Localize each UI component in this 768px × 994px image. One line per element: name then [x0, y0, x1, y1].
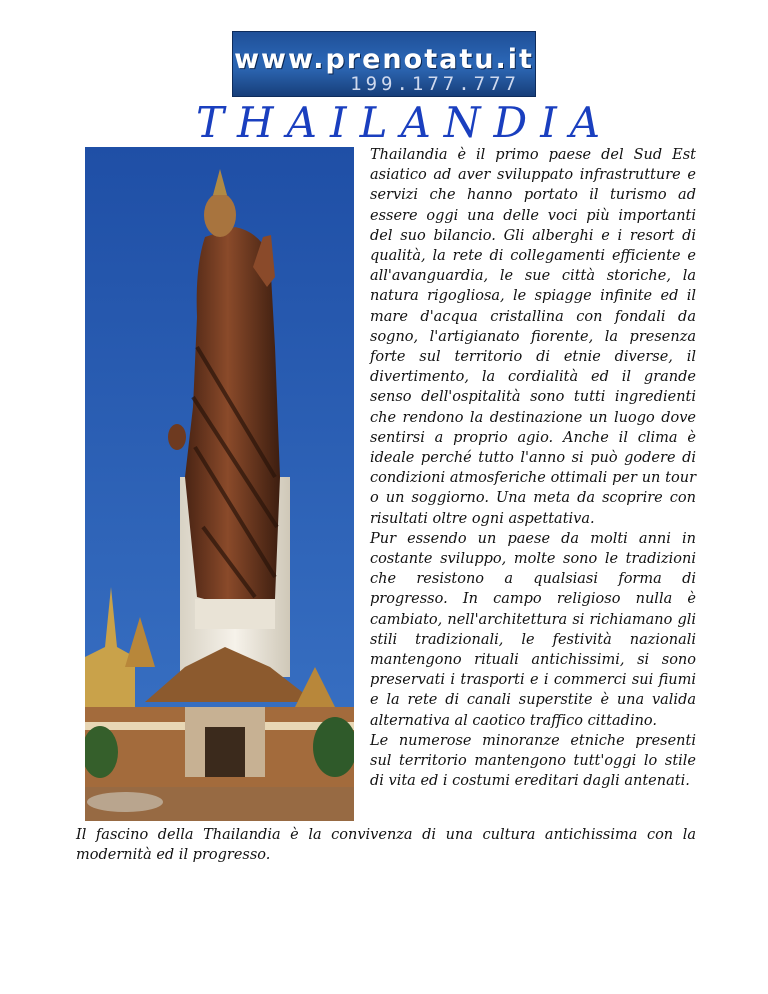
paragraph-minorities: Le numerose minoranze etniche presenti sul territorio mantengono tutt'oggi lo stile di vita ed i costumi ereditari dagli antenati.	[370, 732, 696, 790]
prenotatu-logo[interactable]	[232, 31, 536, 97]
paragraph-traditions: Pur essendo un paese da molti anni in costante sviluppo, molte sono le tradizioni che resistono a qualsiasi forma di progresso. In campo religioso nulla è cambiato, nell'architettura si richiamano gli stili tradizionali, le festività nazionali mantengono rituali antichissimi, si sono preservati i trasporti e i commerci sui fiumi e la rete di canali superstite è una valida alternativa al caotico traffico cittadino.	[370, 530, 696, 729]
buddha-statue-photo	[85, 147, 354, 821]
logo-phone: 199.177.777	[350, 73, 520, 95]
logo-url: www.prenotatu.it	[234, 44, 534, 75]
closing-paragraph: Il fascino della Thailandia è la convivenza di una cultura antichissima con la modernità ed il progresso.	[76, 827, 696, 864]
main-text-column	[370, 145, 696, 792]
paragraph-intro: Thailandia è il primo paese del Sud Est asiatico ad aver sviluppato infrastrutture e servizi che hanno portato il turismo ad essere oggi una delle voci più importanti del suo bilancio. Gli alberghi e i resort di qualità, la rete di collegamenti efficiente e all'avanguardia, le sue città storiche, la natura rigogliosa, le spiagge infinite ed il mare d'acqua cristallina con fondali da sogno, l'artigianato fiorente, la presenza forte sul territorio di etnie diverse, il divertimento, la cordialità ed il grande senso dell'ospitalità sono tutti ingredienti che rendono la destinazione un luogo dove sentirsi a proprio agio. Anche il clima è ideale perché tutto l'anno si può godere di condizioni atmosferiche ottimali per un tour o un soggiorno. Una meta da scoprire con risultati oltre ogni aspettativa.	[370, 147, 696, 527]
page-title: THAILANDIA	[196, 98, 614, 147]
